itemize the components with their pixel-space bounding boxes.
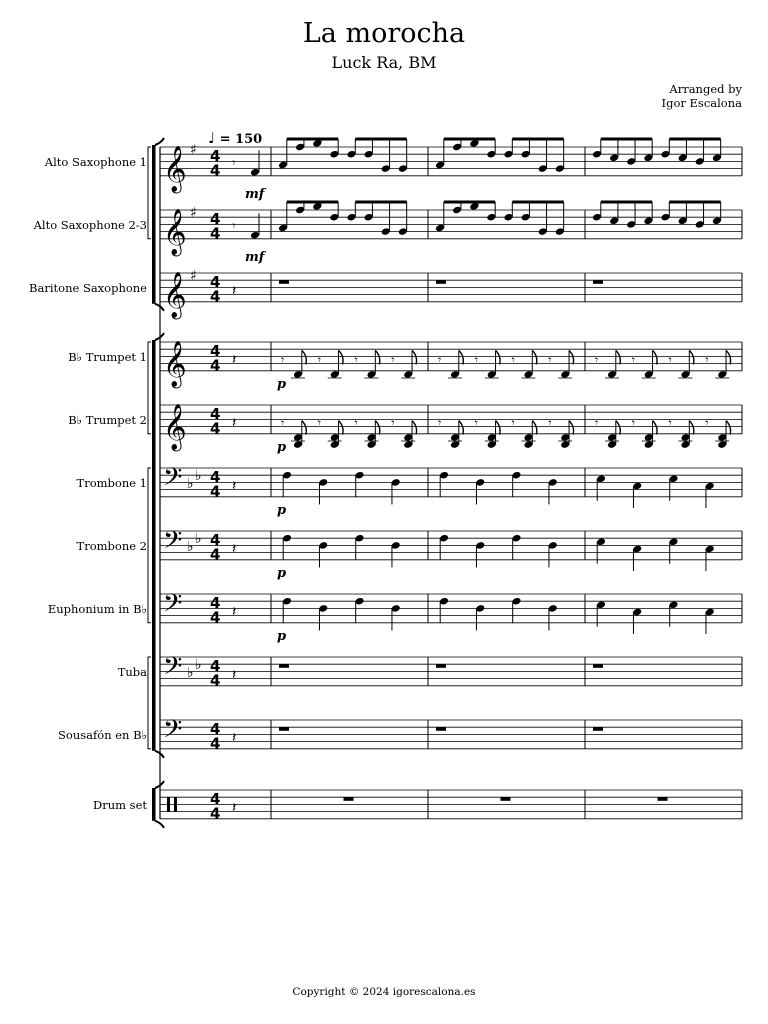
score-subtitle: Luck Ra, BM [331,53,437,72]
instrument-label: Alto Saxophone 1 [44,155,147,169]
dynamic-marking: p [277,628,287,644]
time-signature-bottom: 4 [210,608,221,627]
eighth-rest-icon: 𝄾 [232,219,236,234]
time-signature-top: 4 [210,273,221,291]
bass-clef-icon: 𝄢 [163,715,183,750]
time-signature-top: 4 [210,210,221,228]
eighth-rest-icon: 𝄾 [595,416,599,430]
whole-rest-icon [593,664,603,668]
bass-clef-icon: 𝄢 [163,589,183,624]
flat-icon: ♭ [187,476,194,492]
note-flag [653,350,658,364]
treble-clef-icon: 𝄞 [163,340,187,387]
time-signature-bottom: 4 [210,161,221,180]
flat-icon: ♭ [195,531,202,547]
note-flag [689,350,694,364]
eighth-rest-icon: 𝄾 [595,353,599,367]
percussion-clef-icon [167,797,170,811]
time-signature-bottom: 4 [210,287,221,306]
eighth-rest-icon: 𝄾 [232,156,236,171]
note-flag [412,421,417,435]
note-flag [412,350,417,364]
note-flag [726,421,731,435]
sharp-icon: ♯ [190,205,197,221]
eighth-rest-icon: 𝄾 [281,416,285,430]
note-flag [689,421,694,435]
time-signature-bottom: 4 [210,224,221,243]
whole-rest-icon [501,797,511,801]
quarter-rest-icon: 𝄽 [232,541,237,557]
eighth-rest-icon: 𝄾 [317,416,321,430]
eighth-rest-icon: 𝄾 [391,353,395,367]
instrument-label: Trombone 2 [76,539,147,553]
note-flag [375,421,380,435]
whole-rest-icon [279,727,289,731]
time-signature-top: 4 [210,790,221,808]
time-signature-bottom: 4 [210,482,221,501]
quarter-rest-icon: 𝄽 [232,415,237,431]
whole-rest-icon [279,664,289,668]
dynamic-marking: p [277,376,287,392]
eighth-rest-icon: 𝄾 [354,353,358,367]
note-flag [459,350,464,364]
whole-rest-icon [436,280,446,284]
quarter-rest-icon: 𝄽 [232,667,237,683]
sharp-icon: ♯ [190,142,197,158]
time-signature-bottom: 4 [210,419,221,438]
note-flag [339,350,344,364]
time-signature-top: 4 [210,720,221,738]
quarter-rest-icon: 𝄽 [232,800,237,816]
bass-clef-icon: 𝄢 [163,652,183,687]
note-flag [616,350,621,364]
time-signature-bottom: 4 [210,804,221,823]
percussion-clef-icon [174,797,177,811]
time-signature-top: 4 [210,531,221,549]
note-flag [496,350,501,364]
note-flag [339,421,344,435]
tuba-sub-bracket [148,657,151,749]
dynamic-marking: p [277,502,287,518]
bass-clef-icon: 𝄢 [163,526,183,561]
note-flag [726,350,731,364]
score-title: La morocha [302,18,466,49]
time-signature-bottom: 4 [210,734,221,753]
time-signature-bottom: 4 [210,356,221,375]
note-flag [532,350,537,364]
dynamic-marking: mf [245,186,265,202]
whole-rest-icon [436,664,446,668]
eighth-rest-icon: 𝄾 [317,353,321,367]
arranger-line-2: Igor Escalona [661,96,742,110]
instrument-label: Drum set [92,798,147,812]
eighth-rest-icon: 𝄾 [668,353,672,367]
eighth-rest-icon: 𝄾 [705,416,709,430]
quarter-rest-icon: 𝄽 [232,352,237,368]
note-flag [302,421,307,435]
whole-rest-icon [658,797,668,801]
note-flag [496,421,501,435]
eighth-rest-icon: 𝄾 [631,353,635,367]
note-flag [653,421,658,435]
percussion-bracket-bottom [155,821,164,828]
instrument-label: B♭ Trumpet 2 [68,413,147,427]
bass-clef-icon: 𝄢 [163,463,183,498]
quarter-rest-icon: 𝄽 [232,283,237,299]
note-flag [375,350,380,364]
eighth-rest-icon: 𝄾 [391,416,395,430]
treble-clef-icon: 𝄞 [163,208,187,255]
trombone-sub-bracket [148,468,151,623]
eighth-rest-icon: 𝄾 [354,416,358,430]
instrument-label: B♭ Trumpet 1 [68,350,147,364]
treble-clef-icon: 𝄞 [163,145,187,192]
eighth-rest-icon: 𝄾 [474,353,478,367]
copyright-notice: Copyright © 2024 igorescalona.es [292,986,476,998]
eighth-rest-icon: 𝄾 [705,353,709,367]
eighth-rest-icon: 𝄾 [438,353,442,367]
eighth-rest-icon: 𝄾 [668,416,672,430]
saxophone-bracket [152,145,156,304]
quarter-rest-icon: 𝄽 [232,478,237,494]
time-signature-top: 4 [210,594,221,612]
instrument-label: Baritone Saxophone [29,281,147,295]
time-signature-top: 4 [210,147,221,165]
time-signature-bottom: 4 [210,671,221,690]
quarter-rest-icon: 𝄽 [232,730,237,746]
time-signature-top: 4 [210,468,221,486]
quarter-rest-icon: 𝄽 [232,604,237,620]
flat-icon: ♭ [195,468,202,484]
eighth-rest-icon: 𝄾 [631,416,635,430]
whole-rest-icon [436,727,446,731]
whole-rest-icon [593,280,603,284]
eighth-rest-icon: 𝄾 [474,416,478,430]
treble-clef-icon: 𝄞 [163,271,187,318]
eighth-rest-icon: 𝄾 [511,416,515,430]
time-signature-top: 4 [210,342,221,360]
note-flag [569,421,574,435]
note-flag [459,421,464,435]
sharp-icon: ♯ [190,268,197,284]
instrument-label: Tuba [117,665,147,679]
whole-rest-icon [593,727,603,731]
time-signature-bottom: 4 [210,545,221,564]
dynamic-marking: p [277,565,287,581]
whole-rest-icon [344,797,354,801]
instrument-label: Trombone 1 [76,476,147,490]
tempo-text: = 150 [219,132,263,147]
eighth-rest-icon: 𝄾 [281,353,285,367]
treble-clef-icon: 𝄞 [163,403,187,450]
brass-bracket [152,340,156,751]
eighth-rest-icon: 𝄾 [548,353,552,367]
trumpet-sub-bracket [148,342,151,434]
saxophone-bracket-top [155,138,164,145]
eighth-rest-icon: 𝄾 [548,416,552,430]
time-signature-top: 4 [210,657,221,675]
instrument-label: Alto Saxophone 2-3 [33,218,147,232]
note-flag [569,350,574,364]
note-flag [616,421,621,435]
note-flag [532,421,537,435]
percussion-bracket [152,788,156,821]
eighth-rest-icon: 𝄾 [511,353,515,367]
time-signature-top: 4 [210,405,221,423]
instrument-label: Sousafón en B♭ [58,728,147,742]
flat-icon: ♭ [195,657,202,673]
dynamic-marking: p [277,439,287,455]
alto-sub-bracket [148,147,151,239]
flat-icon: ♭ [187,539,194,555]
arranger-line-1: Arranged by [669,82,742,96]
quarter-note-icon: ♩ [208,129,216,147]
dynamic-marking: mf [245,249,265,265]
eighth-rest-icon: 𝄾 [438,416,442,430]
note-flag [302,350,307,364]
instrument-label: Euphonium in B♭ [47,602,147,616]
flat-icon: ♭ [187,665,194,681]
whole-rest-icon [279,280,289,284]
